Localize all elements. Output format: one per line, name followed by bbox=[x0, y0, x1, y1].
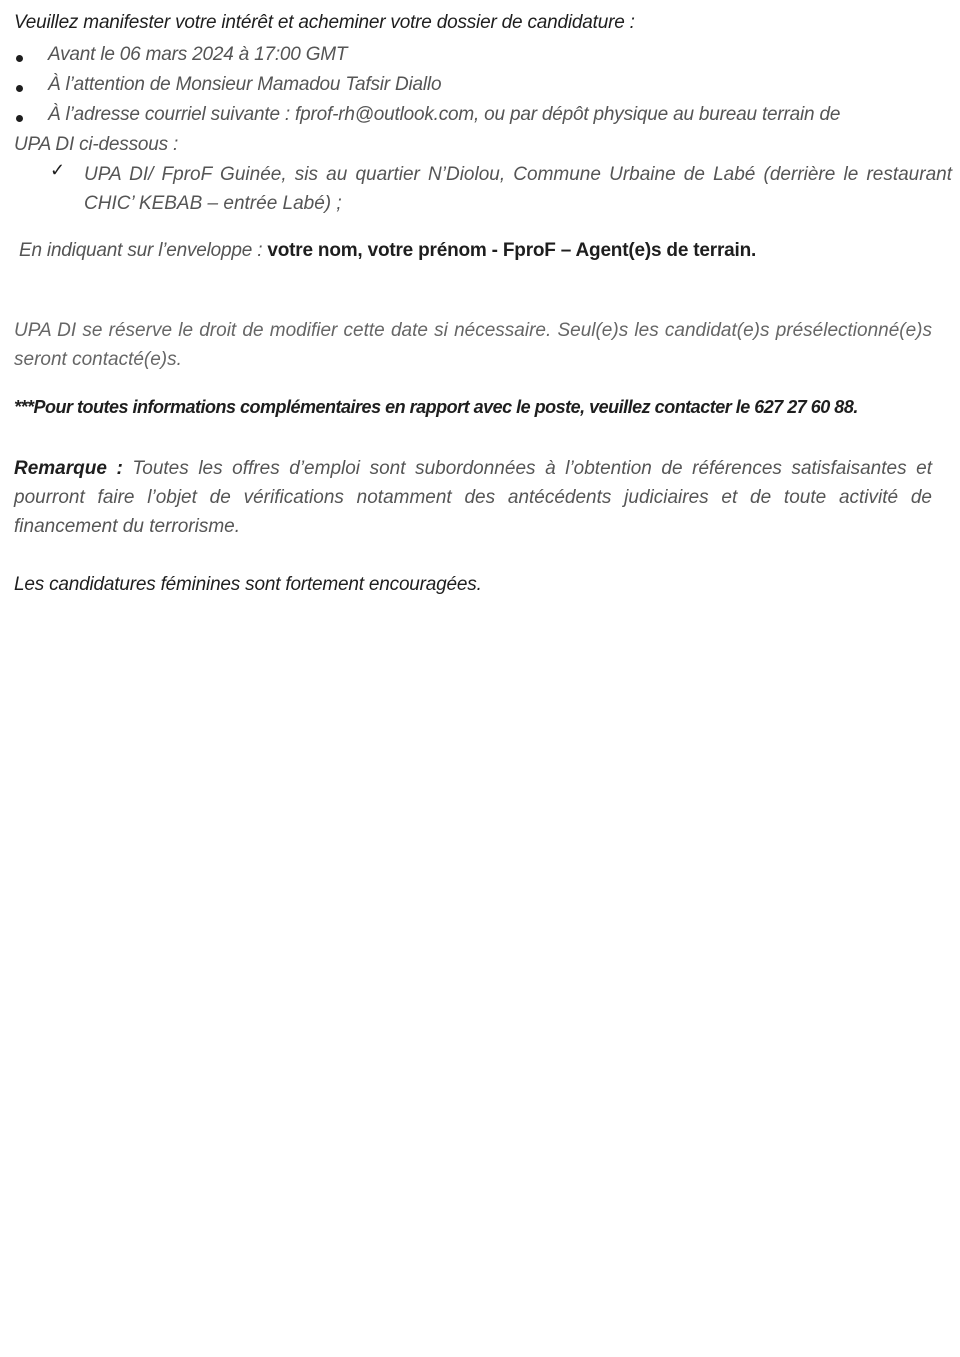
deadline-text: Avant le 06 mars 2024 à 17:00 GMT bbox=[48, 44, 348, 65]
recipient-text: À l’attention de Monsieur Mamadou Tafsir Diallo bbox=[48, 74, 442, 95]
bullet-dot-icon bbox=[16, 115, 23, 122]
office-address-text: UPA DI/ FproF Guinée, sis au quartier N’Diolou, Commune Urbaine de Labé (derrière le restaurant CHIC’ KEBAB – entrée Labé) ; bbox=[84, 164, 952, 214]
envelope-prefix: En indiquant sur l’enveloppe : bbox=[19, 240, 268, 261]
remark-text: Toutes les offres d’emploi sont subordonnées à l’obtention de références satisfaisantes et pourront faire l’objet de vérifications notamment des antécédents judiciaires et de toute activité de financement du terrorisme. bbox=[14, 458, 932, 537]
remark-label: Remarque : bbox=[14, 458, 123, 479]
intro-heading: Veuillez manifester votre intérêt et acheminer votre dossier de candidature : bbox=[14, 12, 635, 33]
bullet-continuation: UPA DI ci-dessous : bbox=[14, 134, 179, 155]
email-address-text: À l’adresse courriel suivante : fprof-rh@outlook.com, ou par dépôt physique au bureau terrain de bbox=[48, 104, 841, 125]
contact-info: ***Pour toutes informations complémentaires en rapport avec le poste, veuillez contacter le 627 27 60 88. bbox=[14, 397, 858, 417]
checkmark-icon: ✓ bbox=[50, 160, 66, 180]
bullet-dot-icon bbox=[16, 55, 23, 62]
reserve-notice: UPA DI se réserve le droit de modifier cette date si nécessaire. Seul(e)s les candidat(e)s présélectionné(e)s seront contacté(e)s. bbox=[14, 320, 932, 370]
remark-paragraph bbox=[14, 454, 932, 541]
envelope-label-bold: votre nom, votre prénom - FproF – Agent(e)s de terrain. bbox=[267, 240, 757, 261]
bullet-dot-icon bbox=[16, 85, 23, 92]
closing-statement: Les candidatures féminines sont fortement encouragées. bbox=[14, 574, 482, 595]
envelope-instruction bbox=[19, 240, 756, 262]
